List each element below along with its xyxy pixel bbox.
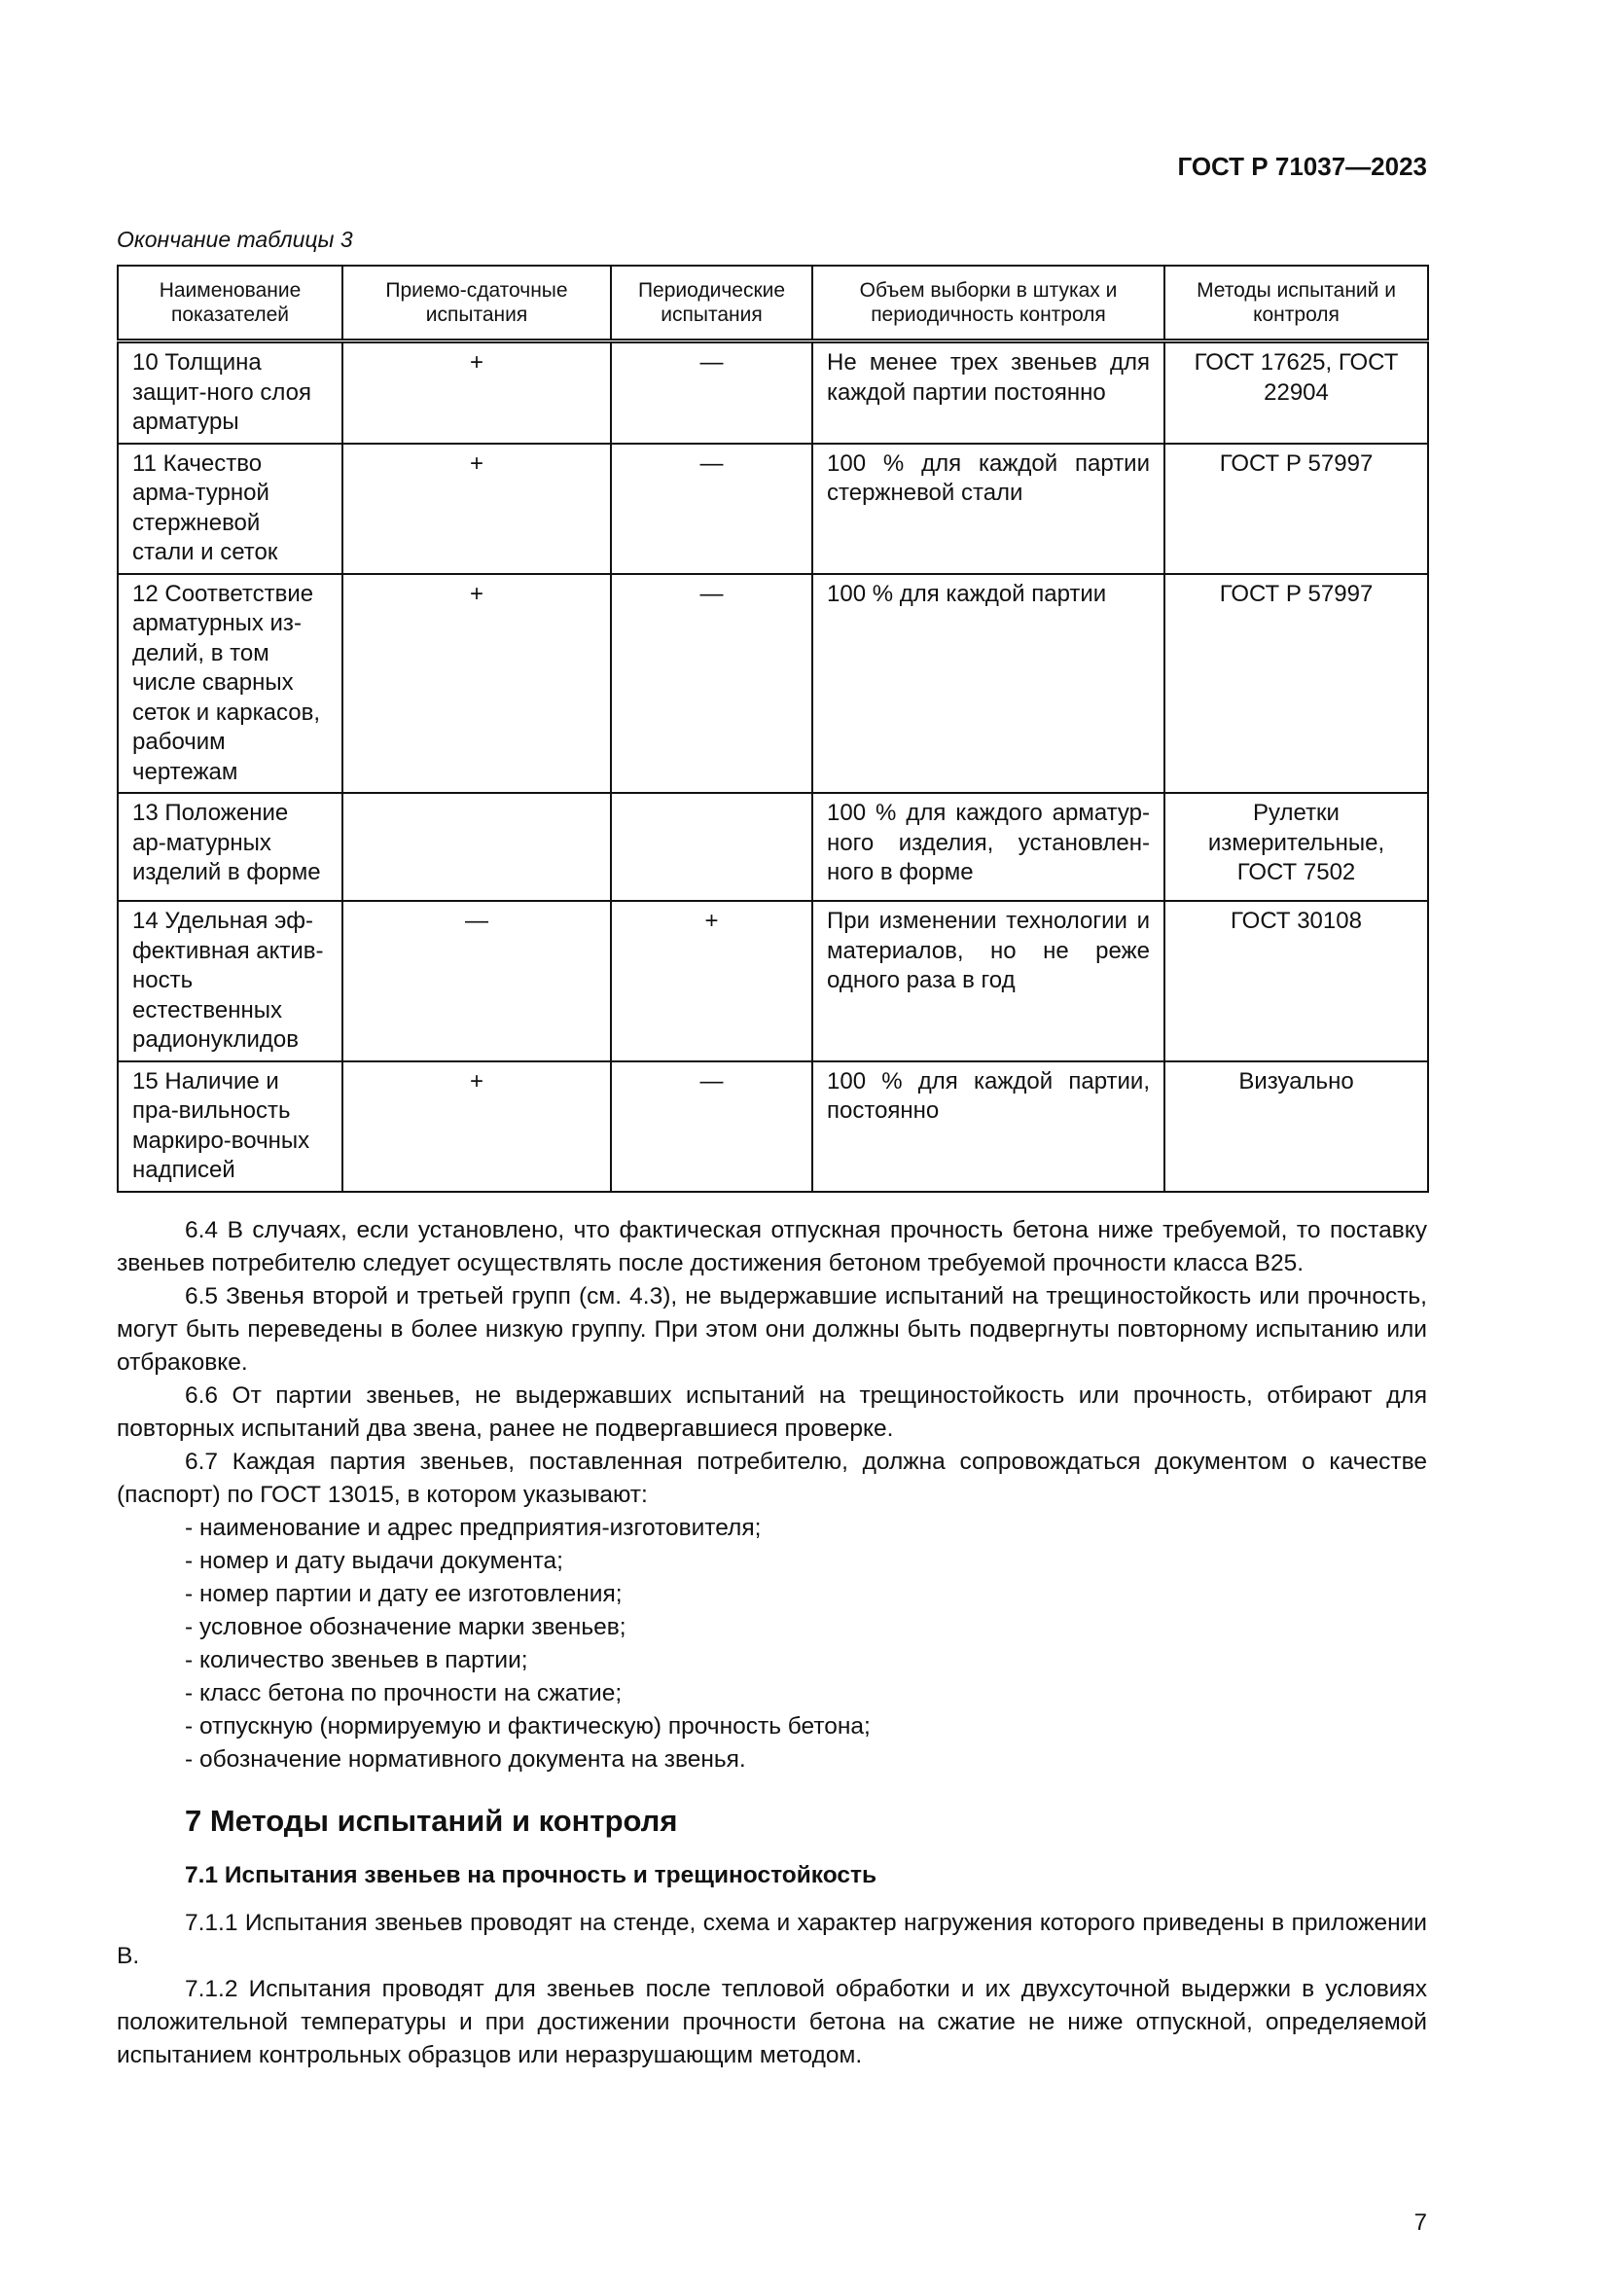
table-cell: ГОСТ 30108 <box>1164 901 1428 1061</box>
document-code: ГОСТ Р 71037—2023 <box>1177 152 1427 181</box>
paragraph-7-1-2: 7.1.2 Испытания проводят для звеньев после тепловой обработки и их двухсуточной выдержки в условиях положительной температуры и при достижении прочности бетона на сжатие не ниже отпускной, определяемой испытанием контрольных образцов или неразрушающим методом. <box>117 1975 1427 2068</box>
table-cell: — <box>611 444 812 574</box>
list-item: - обозначение нормативного документа на звенья. <box>185 1745 746 1773</box>
table-cell: 100 % для каждой партии <box>812 574 1164 794</box>
table-cell: ГОСТ Р 57997 <box>1164 574 1428 794</box>
document-page <box>117 0 1427 2296</box>
list-item: - номер партии и дату ее изготовления; <box>185 1580 623 1607</box>
paragraph-7-1-1: 7.1.1 Испытания звеньев проводят на стенде, схема и характер нагружения которого приведены в приложении В. <box>117 1909 1427 1969</box>
column-header: Методы испытаний и контроля <box>1164 266 1428 341</box>
list-item: - наименование и адрес предприятия-изготовителя; <box>185 1514 762 1541</box>
table-row <box>118 444 1428 574</box>
table-cell: 100 % для каждой партии, постоянно <box>812 1061 1164 1192</box>
requirements-table <box>117 265 1429 1193</box>
table-cell: ГОСТ 17625, ГОСТ 22904 <box>1164 341 1428 444</box>
table-cell: ГОСТ Р 57997 <box>1164 444 1428 574</box>
table-cell: 13 Положение ар-матурных изделий в форме <box>118 793 342 901</box>
table-cell: — <box>342 901 611 1061</box>
section-7-text <box>117 1907 1427 2072</box>
table-row <box>118 1061 1428 1192</box>
column-header: Приемо-сдаточные испытания <box>342 266 611 341</box>
paragraph-6-5: 6.5 Звенья второй и третьей групп (см. 4.3), не выдержавшие испытаний на трещиностойкость или прочность, могут быть переведены в более низкую группу. При этом они должны быть подвергнуты повторному испытанию или отбраковке. <box>117 1282 1427 1376</box>
list-item: - класс бетона по прочности на сжатие; <box>185 1679 623 1706</box>
table-cell: + <box>611 901 812 1061</box>
section-6-text <box>117 1214 1427 1776</box>
table-cell: — <box>611 1061 812 1192</box>
paragraph-6-7: 6.7 Каждая партия звеньев, поставленная потребителю, должна сопровождаться документом о качестве (паспорт) по ГОСТ 13015, в котором указывают: <box>117 1448 1427 1508</box>
list-item: - отпускную (нормируемую и фактическую) прочность бетона; <box>185 1712 871 1740</box>
column-header: Объем выборки в штуках и периодичность контроля <box>812 266 1164 341</box>
table-cell: 14 Удельная эф-фективная актив-ность естественных радионуклидов <box>118 901 342 1061</box>
table-cell: + <box>342 341 611 444</box>
list-item: - номер и дату выдачи документа; <box>185 1547 563 1574</box>
table-row <box>118 574 1428 794</box>
paragraph-6-6: 6.6 От партии звеньев, не выдержавших испытаний на трещиностойкость или прочность, отбирают для повторных испытаний два звена, ранее не подвергавшиеся проверке. <box>117 1381 1427 1442</box>
table-cell: 15 Наличие и пра-вильность маркиро-вочных надписей <box>118 1061 342 1192</box>
section-7-heading: 7 Методы испытаний и контроля <box>185 1803 678 1838</box>
subsection-7-1-heading: 7.1 Испытания звеньев на прочность и трещиностойкость <box>185 1861 877 1888</box>
table-cell: Рулетки измерительные, ГОСТ 7502 <box>1164 793 1428 901</box>
list-item: - количество звеньев в партии; <box>185 1646 528 1673</box>
page-number: 7 <box>1413 2208 1427 2236</box>
table-cell: — <box>611 574 812 794</box>
table-header-row <box>118 266 1428 341</box>
paragraph-6-4: 6.4 В случаях, если установлено, что фактическая отпускная прочность бетона ниже требуемой, то поставку звеньев потребителю следует осуществлять после достижения бетоном требуемой прочности класса В25. <box>117 1216 1427 1276</box>
table-cell: + <box>342 574 611 794</box>
column-header: Наименование показателей <box>118 266 342 341</box>
table-row <box>118 901 1428 1061</box>
table-row <box>118 793 1428 901</box>
table-caption: Окончание таблицы 3 <box>117 227 353 252</box>
table-row <box>118 341 1428 444</box>
table-cell: Не менее трех звеньев для каждой партии постоянно <box>812 341 1164 444</box>
table-cell: При изменении технологии и материалов, но не реже одного раза в год <box>812 901 1164 1061</box>
table-cell: 11 Качество арма-турной стержневой стали и сеток <box>118 444 342 574</box>
table-cell: — <box>611 341 812 444</box>
table-cell: 100 % для каждого арматур-ного изделия, установлен-ного в форме <box>812 793 1164 901</box>
table-cell: 10 Толщина защит-ного слоя арматуры <box>118 341 342 444</box>
list-item: - условное обозначение марки звеньев; <box>185 1613 626 1640</box>
table-cell: + <box>342 1061 611 1192</box>
table-cell: Визуально <box>1164 1061 1428 1192</box>
table-cell <box>342 793 611 901</box>
table-cell: 100 % для каждой партии стержневой стали <box>812 444 1164 574</box>
column-header: Периодические испытания <box>611 266 812 341</box>
table-cell: + <box>342 444 611 574</box>
table-cell <box>611 793 812 901</box>
table-cell: 12 Соответствие арматурных из-делий, в том числе сварных сеток и каркасов, рабочим чертежам <box>118 574 342 794</box>
